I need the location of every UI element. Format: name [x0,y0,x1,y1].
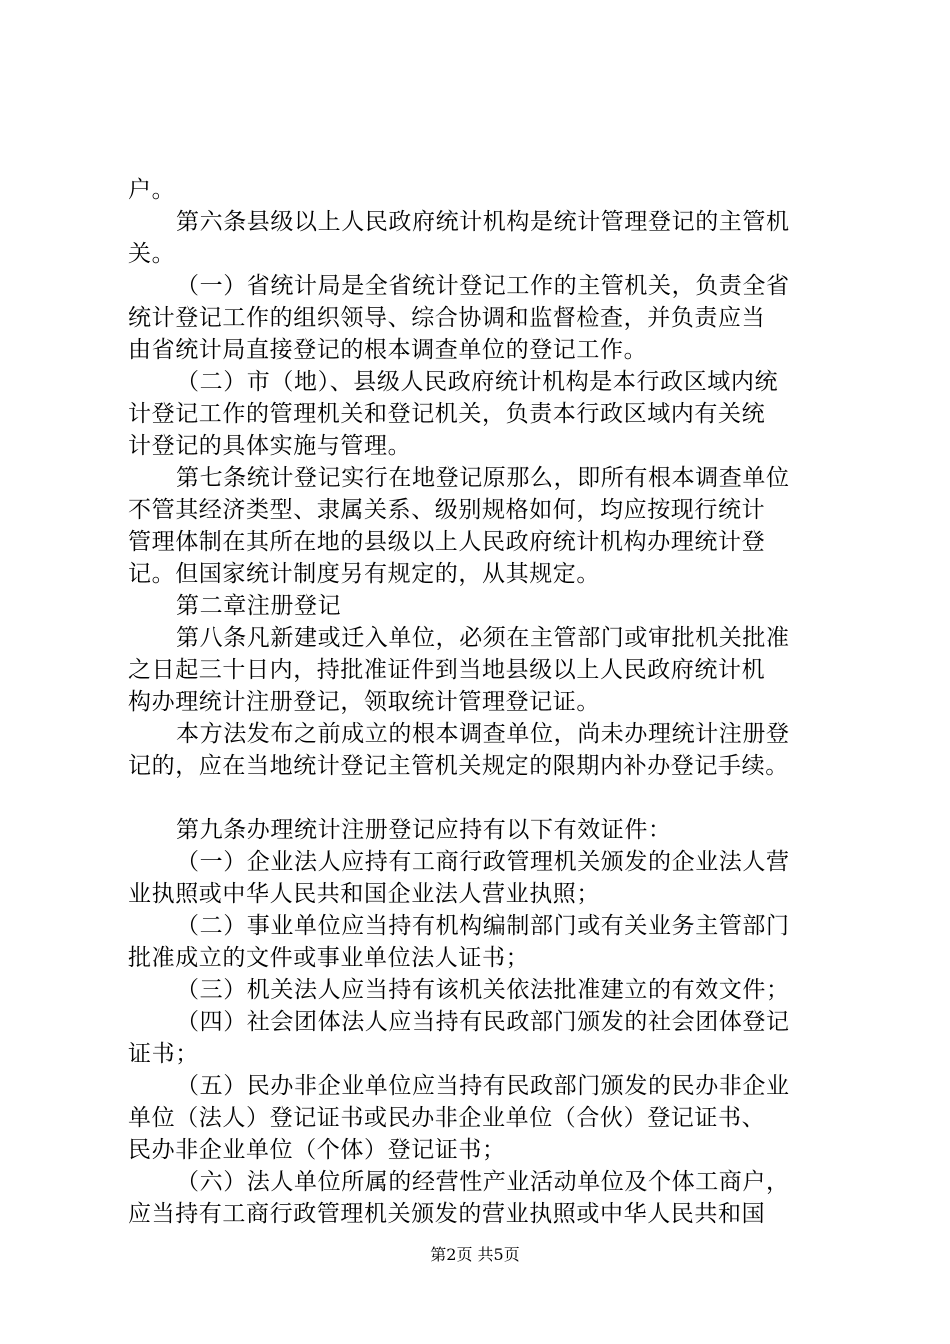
text-line: 管理体制在其所在地的县级以上人民政府统计机构办理统计登 [128,529,766,555]
text-line: 记。但国家统计制度另有规定的，从其规定。 [128,561,600,587]
text-line: 本方法发布之前成立的根本调查单位，尚未办理统计注册登 [176,721,790,747]
text-line: 证书； [128,1041,199,1067]
text-line: 记的，应在当地统计登记主管机关规定的限期内补办登记手续。 [128,753,789,779]
text-line: （四）社会团体法人应当持有民政部门颁发的社会团体登记 [176,1009,790,1035]
text-line: 构办理统计注册登记，领取统计管理登记证。 [128,689,600,715]
text-line: （六）法人单位所属的经营性产业活动单位及个体工商户， [176,1169,790,1195]
text-line: 第八条凡新建或迁入单位，必须在主管部门或审批机关批准 [176,625,790,651]
text-line: 第九条办理统计注册登记应持有以下有效证件： [176,817,672,843]
text-line: （五）民办非企业单位应当持有民政部门颁发的民办非企业 [176,1073,790,1099]
text-line: （一）企业法人应持有工商行政管理机关颁发的企业法人营 [176,849,790,875]
page-number: 第2页 共5页 [430,1245,520,1264]
text-line: 由省统计局直接登记的根本调查单位的登记工作。 [128,337,648,363]
text-line: 计登记工作的管理机关和登记机关，负责本行政区域内有关统 [128,401,766,427]
text-line: （二）市（地）、县级人民政府统计机构是本行政区域内统 [176,369,779,395]
text-line: 之日起三十日内，持批准证件到当地县级以上人民政府统计机 [128,657,766,683]
text-line: 批准成立的文件或事业单位法人证书； [128,945,530,971]
text-line: 应当持有工商行政管理机关颁发的营业执照或中华人民共和国 [128,1201,766,1227]
text-line: 单位（法人）登记证书或民办非企业单位（合伙）登记证书、 [128,1105,766,1131]
text-line: （一）省统计局是全省统计登记工作的主管机关，负责全省 [176,273,790,299]
text-line: 关。 [128,241,176,267]
chapter-heading: 第二章注册登记 [176,593,342,619]
text-line: 不管其经济类型、隶属关系、级别规格如何，均应按现行统计 [128,497,766,523]
text-line: （二）事业单位应当持有机构编制部门或有关业务主管部门 [176,913,790,939]
text-line: 业执照或中华人民共和国企业法人营业执照； [128,881,600,907]
text-line: 第六条县级以上人民政府统计机构是统计管理登记的主管机 [176,209,790,235]
text-line: 民办非企业单位（个体）登记证书； [128,1137,506,1163]
text-line: 户。 [128,177,176,203]
text-line: （三）机关法人应当持有该机关依法批准建立的有效文件； [176,977,790,1003]
text-line: 统计登记工作的组织领导、综合协调和监督检查，并负责应当 [128,305,766,331]
text-line: 计登记的具体实施与管理。 [128,433,412,459]
text-line: 第七条统计登记实行在地登记原那么，即所有根本调查单位 [176,465,790,491]
